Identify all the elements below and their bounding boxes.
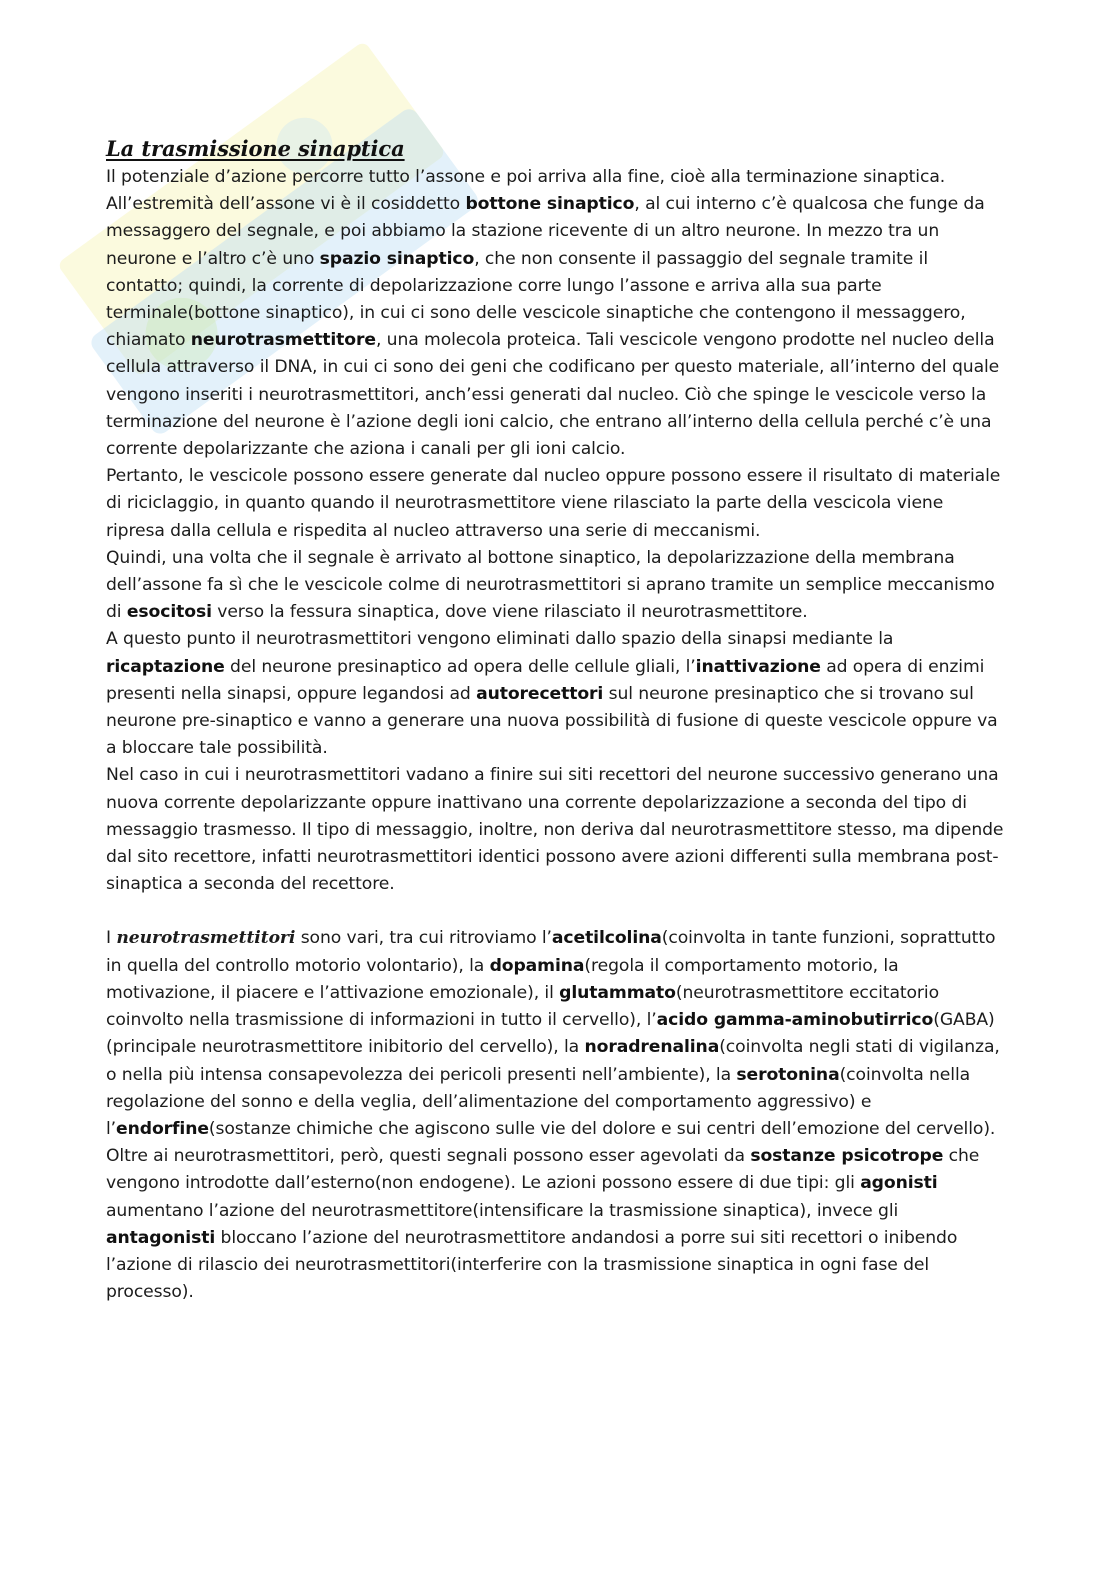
- italic-term: neurotrasmettitori: [116, 928, 296, 949]
- body-paragraph: [106, 545, 1006, 627]
- bold-term: neurotrasmettitore: [190, 330, 376, 351]
- bold-term: acido gamma-aminobutirrico: [656, 1010, 934, 1031]
- text-run: (regola il comportamento motorio, la motivazione, il piacere e l’attivazione emozionale), il: [106, 955, 899, 1003]
- text-run: Quindi, una volta che il segnale è arrivato al bottone sinaptico, la depolarizzazione della membrana dell’assone fa sì che le vescicole colme di neurotrasmettitori si aprano tramite un semplice meccanismo di: [106, 547, 995, 623]
- bold-term: inattivazione: [695, 656, 821, 677]
- bold-term: ricaptazione: [106, 656, 225, 677]
- paragraph-spacer: [106, 898, 1006, 925]
- text-run: , al cui interno c’è qualcosa che funge da messaggero del segnale, e poi abbiamo la stazione ricevente di un altro neurone. In mezzo tra un neurone e l’altro c’è uno: [106, 194, 985, 269]
- text-run: (sostanze chimiche che agiscono sulle vie del dolore e sui centri dell’emozione del cervello).: [208, 1118, 996, 1139]
- bold-term: autorecettori: [476, 683, 604, 704]
- text-run: bloccano l’azione del neurotrasmettitore andandosi a porre sui siti recettori o inibendo l’azione di rilascio dei neurotrasmettitori(interferire con la trasmissione sinaptica in ogni fase del processo).: [106, 1227, 958, 1303]
- bold-term: spazio sinaptico: [319, 248, 475, 269]
- text-run: ad opera di enzimi presenti nella sinapsi, oppure legandosi ad: [106, 656, 985, 704]
- bold-term: endorfine: [116, 1118, 209, 1139]
- text-run: Oltre ai neurotrasmettitori, però, questi segnali possono esser agevolati da: [106, 1146, 751, 1167]
- bold-term: sostanze psicotrope: [750, 1146, 944, 1167]
- body-paragraph: [106, 626, 1006, 762]
- text-run: (neurotrasmettitore eccitatorio coinvolto nella trasmissione di informazioni in tutto il cervello), l’: [106, 982, 939, 1031]
- text-run: sono vari, tra cui ritroviamo l’: [295, 928, 552, 949]
- page-title: La trasmissione sinaptica: [106, 136, 405, 161]
- text-run: che vengono introdotte dall’esterno(non endogene). Le azioni possono essere di due tipi: gli: [106, 1146, 980, 1194]
- text-run: I: [106, 928, 117, 949]
- text-run: , una molecola proteica. Tali vescicole vengono prodotte nel nucleo della cellula attraverso il DNA, in cui ci sono dei geni che codificano per questo materiale, all’interno del quale vengono inseriti i neurotrasmettitori, anch’essi generati dal nucleo. Ciò che spinge le vescicole verso la terminazione del neurone è l’azione degli ioni calcio, che entrano all’interno della cellula perché c’è una corrente depolarizzante che aziona i canali per gli ioni calcio.: [106, 330, 1000, 460]
- body-paragraph: [106, 463, 1006, 545]
- bold-term: glutammato: [559, 982, 676, 1003]
- bold-term: agonisti: [860, 1173, 938, 1194]
- bold-term: noradrenalina: [584, 1037, 720, 1058]
- text-run: verso la fessura sinaptica, dove viene rilasciato il neurotrasmettitore.: [211, 602, 808, 623]
- text-run: , che non consente il passaggio del segnale tramite il contatto; quindi, la corrente di depolarizzazione corre lungo l’assone e arriva alla sua parte terminale(bottone sinaptico), in cui ci sono delle vescicole sinaptiche che contengono il messaggero, chiamato: [106, 248, 966, 351]
- text-run: del neurone presinaptico ad opera delle cellule gliali, l’: [224, 656, 696, 677]
- text-run: (GABA)(principale neurotrasmettitore inibitorio del cervello), la: [106, 1010, 995, 1058]
- body-paragraph: [106, 1143, 1006, 1306]
- text-run: (coinvolta nella regolazione del sonno e della veglia, dell’alimentazione del comportamento aggressivo) e l’: [106, 1064, 971, 1139]
- bold-term: esocitosi: [126, 602, 212, 623]
- text-run: A questo punto il neurotrasmettitori vengono eliminati dallo spazio della sinapsi mediante la: [106, 629, 894, 650]
- body-paragraph: [106, 164, 1006, 463]
- text-run: Il potenziale d’azione percorre tutto l’assone e poi arriva alla fine, cioè alla terminazione sinaptica. All’estremità dell’assone vi è il cosiddetto: [106, 167, 946, 215]
- text-run: aumentano l’azione del neurotrasmettitore(intensificare la trasmissione sinaptica), invece gli: [106, 1200, 899, 1221]
- bold-term: antagonisti: [106, 1227, 216, 1248]
- document-body: [106, 134, 1006, 1306]
- bold-term: bottone sinaptico: [465, 194, 635, 215]
- bold-term: dopamina: [489, 955, 585, 976]
- text-run: (coinvolta in tante funzioni, soprattutto in quella del controllo motorio volontario), la: [106, 928, 996, 976]
- text-run: sul neurone presinaptico che si trovano sul neurone pre-sinaptico e vanno a generare una nuova possibilità di fusione di queste vescicole oppure va a bloccare tale possibilità.: [106, 683, 998, 759]
- text-run: (coinvolta negli stati di vigilanza, o nella più intensa consapevolezza dei pericoli presenti nell’ambiente), la: [106, 1037, 1000, 1085]
- text-run: Pertanto, le vescicole possono essere generate dal nucleo oppure possono essere il risultato di materiale di riciclaggio, in quanto quando il neurotrasmettitore viene rilasciato la parte della vescicola viene ripresa dalla cellula e rispedita al nucleo attraverso una serie di meccanismi.: [106, 466, 1001, 541]
- bold-term: acetilcolina: [551, 928, 662, 949]
- text-run: Nel caso in cui i neurotrasmettitori vadano a finire sui siti recettori del neurone successivo generano una nuova corrente depolarizzante oppure inattivano una corrente depolarizzazione a seconda del tipo di messaggio trasmesso. Il tipo di messaggio, inoltre, non deriva dal neurotrasmettitore stesso, ma dipende dal sito recettore, infatti neurotrasmettitori identici possono avere azioni differenti sulla membrana post-sinaptica a seconda del recettore.: [106, 765, 1004, 895]
- bold-term: serotonina: [736, 1064, 840, 1085]
- body-paragraph: [106, 762, 1006, 898]
- body-paragraph: [106, 925, 1006, 1143]
